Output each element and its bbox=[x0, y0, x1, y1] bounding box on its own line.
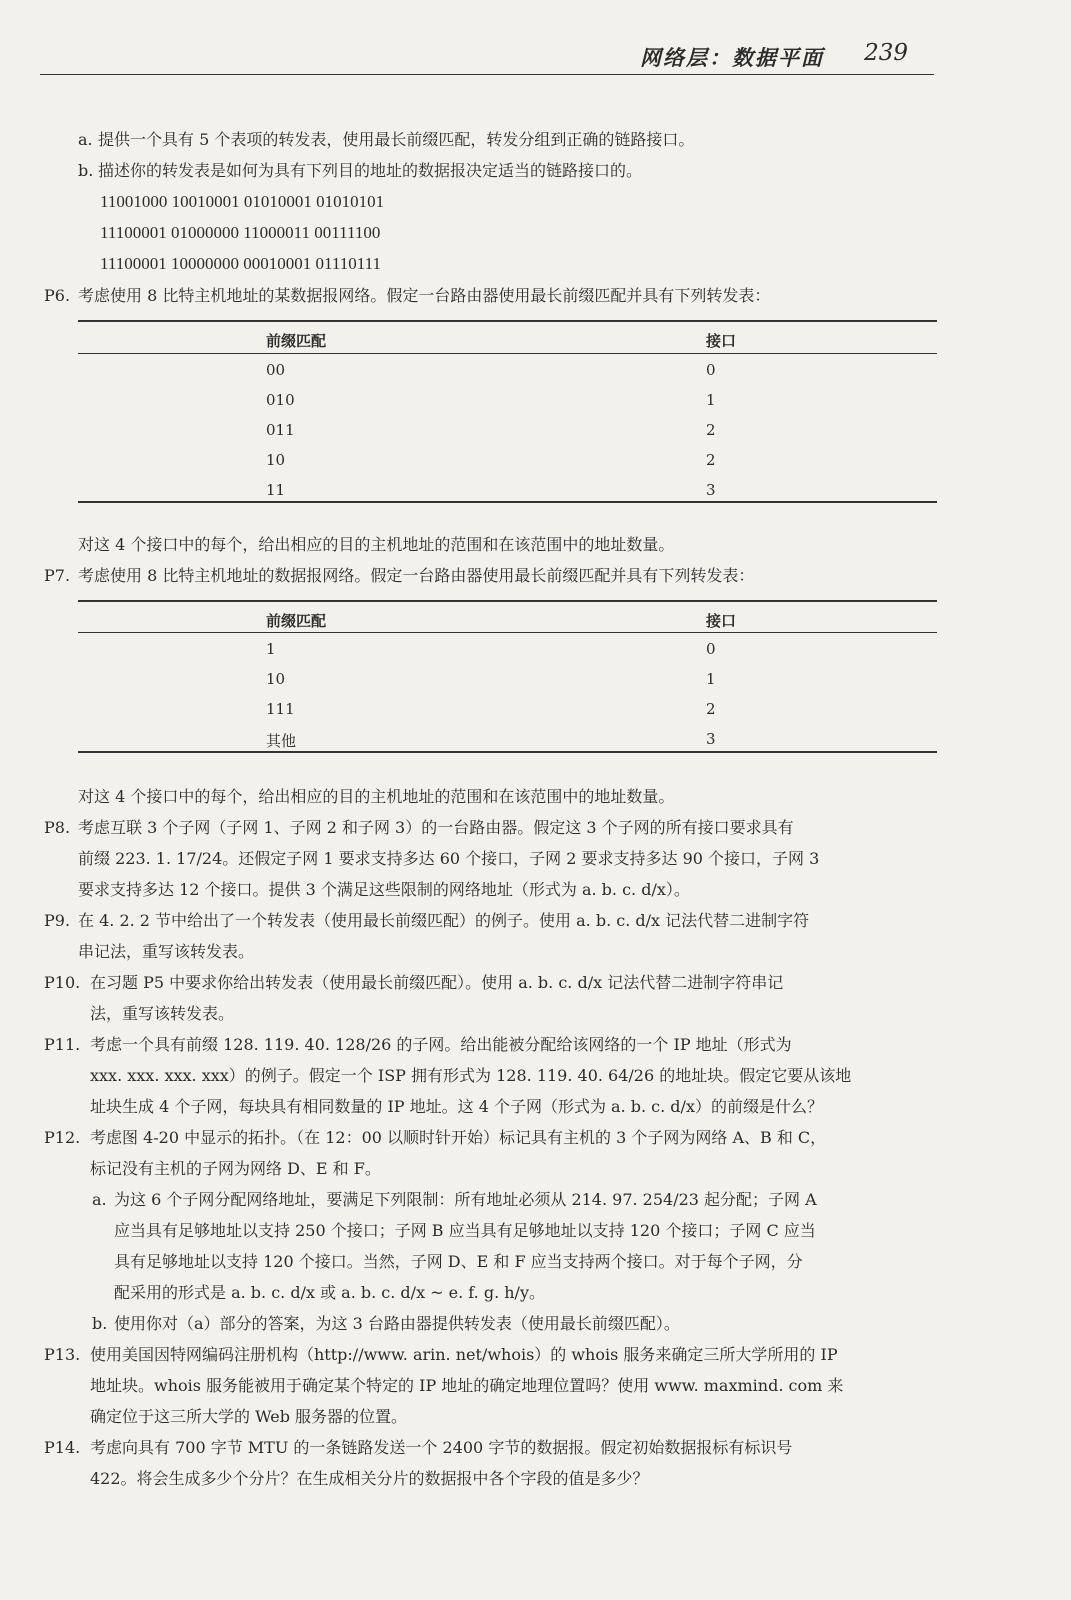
p12-label: P12. bbox=[44, 1128, 81, 1147]
table-cell-prefix: 011 bbox=[266, 421, 295, 439]
p7-label: P7. bbox=[44, 566, 71, 585]
table-cell-prefix: 10 bbox=[266, 670, 286, 688]
table-cell-prefix: 1 bbox=[266, 640, 276, 658]
p11-line: 址块生成 4 个子网，每块具有相同数量的 IP 地址。这 4 个子网（形式为 a. b. c. d/x）的前缀是什么？ bbox=[90, 1097, 823, 1116]
p9-line: 在 4. 2. 2 节中给出了一个转发表（使用最长前缀匹配）的例子。使用 a. b. c. d/x 记法代替二进制字符 bbox=[78, 911, 810, 930]
table-header-prefix: 前缀匹配 bbox=[266, 612, 327, 630]
p14-line: 422。将会生成多少个分片？在生成相关分片的数据报中各个字段的值是多少？ bbox=[90, 1469, 649, 1488]
table-cell-prefix: 010 bbox=[266, 391, 295, 409]
p9-line: 串记法，重写该转发表。 bbox=[78, 942, 255, 961]
p10-line: 法，重写该转发表。 bbox=[90, 1004, 235, 1023]
p5-a-text: 提供一个具有 5 个表项的转发表，使用最长前缀匹配，转发分组到正确的链路接口。 bbox=[98, 130, 695, 149]
p7-forwarding-table bbox=[78, 600, 937, 760]
p13-line: 使用美国因特网编码注册机构（http://www. arin. net/whois）的 whois 服务来确定三所大学所用的 IP bbox=[90, 1345, 838, 1364]
table-cell-interface: 0 bbox=[706, 361, 716, 379]
table-cell-prefix: 00 bbox=[266, 361, 286, 379]
p8-line: 要求支持多达 12 个接口。提供 3 个满足这些限制的网络地址（形式为 a. b. c. d/x）。 bbox=[78, 880, 690, 899]
table-cell-prefix: 其他 bbox=[266, 732, 297, 750]
p6-label: P6. bbox=[44, 286, 71, 305]
p14-line: 考虑向具有 700 字节 MTU 的一条链路发送一个 2400 字节的数据报。假定初始数据报标有标识号 bbox=[90, 1438, 793, 1457]
running-header bbox=[40, 38, 934, 75]
table-cell-prefix: 11 bbox=[266, 481, 286, 499]
page-number: 239 bbox=[864, 40, 908, 66]
p11-line: xxx. xxx. xxx. xxx）的例子。假定一个 ISP 拥有形式为 128. 119. 40. 64/26 的地址块。假定它要从该地 bbox=[90, 1066, 852, 1085]
table-cell-interface: 0 bbox=[706, 640, 716, 658]
p8-line: 考虑互联 3 个子网（子网 1、子网 2 和子网 3）的一台路由器。假定这 3 个子网的所有接口要求具有 bbox=[78, 818, 794, 837]
p7-text: 考虑使用 8 比特主机地址的数据报网络。假定一台路由器使用最长前缀匹配并具有下列转发表： bbox=[78, 566, 755, 585]
p12-a-line: 配采用的形式是 a. b. c. d/x 或 a. b. c. d/x ~ e. f. g. h/y。 bbox=[114, 1283, 545, 1302]
p12-a-label: a. bbox=[92, 1190, 107, 1209]
p8-line: 前缀 223. 1. 17/24。还假定子网 1 要求支持多达 60 个接口，子网 2 要求支持多达 90 个接口，子网 3 bbox=[78, 849, 820, 868]
table-header-prefix: 前缀匹配 bbox=[266, 332, 327, 350]
p13-line: 地址块。whois 服务能被用于确定某个特定的 IP 地址的确定地理位置吗？使用 www. maxmind. com 来 bbox=[90, 1376, 844, 1395]
table-cell-prefix: 10 bbox=[266, 451, 286, 469]
p9-label: P9. bbox=[44, 911, 71, 930]
p14-label: P14. bbox=[44, 1438, 81, 1457]
table-header-rule bbox=[78, 353, 937, 354]
p10-line: 在习题 P5 中要求你给出转发表（使用最长前缀匹配）。使用 a. b. c. d/x 记法代替二进制字符串记 bbox=[90, 973, 784, 992]
p6-forwarding-table bbox=[78, 320, 937, 510]
p8-label: P8. bbox=[44, 818, 71, 837]
binary-address: 11100001 10000000 00010001 01110111 bbox=[100, 254, 381, 273]
p11-line: 考虑一个具有前缀 128. 119. 40. 128/26 的子网。给出能被分配给该网络的一个 IP 地址（形式为 bbox=[90, 1035, 792, 1054]
table-header-rule bbox=[78, 632, 937, 633]
p12-a-line: 具有足够地址以支持 120 个接口。当然，子网 D、E 和 F 应当支持两个接口。对于每个子网，分 bbox=[114, 1252, 803, 1271]
table-header-interface: 接口 bbox=[706, 332, 737, 350]
p10-label: P10. bbox=[44, 973, 81, 992]
p5-b-text: 描述你的转发表是如何为具有下列目的地址的数据报决定适当的链路接口的。 bbox=[98, 161, 643, 180]
table-cell-interface: 3 bbox=[706, 481, 716, 499]
p7-followup: 对这 4 个接口中的每个，给出相应的目的主机地址的范围和在该范围中的地址数量。 bbox=[78, 787, 675, 806]
p11-label: P11. bbox=[44, 1035, 81, 1054]
table-cell-interface: 2 bbox=[706, 451, 716, 469]
p5-a-label: a. bbox=[78, 130, 93, 149]
p12-b-label: b. bbox=[92, 1314, 108, 1333]
table-bottom-rule bbox=[78, 501, 937, 503]
p13-line: 确定位于这三所大学的 Web 服务器的位置。 bbox=[90, 1407, 408, 1426]
table-cell-interface: 3 bbox=[706, 730, 716, 748]
table-cell-interface: 2 bbox=[706, 700, 716, 718]
table-header-interface: 接口 bbox=[706, 612, 737, 630]
p13-label: P13. bbox=[44, 1345, 81, 1364]
table-cell-interface: 1 bbox=[706, 670, 716, 688]
section-title: 网络层：数据平面 bbox=[640, 45, 824, 70]
p12-a-line: 应当具有足够地址以支持 250 个接口；子网 B 应当具有足够地址以支持 120 个接口；子网 C 应当 bbox=[114, 1221, 816, 1240]
table-bottom-rule bbox=[78, 751, 937, 753]
p12-line: 标记没有主机的子网为网络 D、E 和 F。 bbox=[90, 1159, 381, 1178]
table-cell-interface: 2 bbox=[706, 421, 716, 439]
p5-b-label: b. bbox=[78, 161, 94, 180]
binary-address: 11100001 01000000 11000011 00111100 bbox=[100, 223, 381, 242]
table-top-rule bbox=[78, 600, 937, 602]
p12-a-line: 为这 6 个子网分配网络地址，要满足下列限制：所有地址必须从 214. 97. 254/23 起分配；子网 A bbox=[114, 1190, 817, 1209]
table-top-rule bbox=[78, 320, 937, 322]
table-cell-prefix: 111 bbox=[266, 700, 295, 718]
p6-followup: 对这 4 个接口中的每个，给出相应的目的主机地址的范围和在该范围中的地址数量。 bbox=[78, 535, 675, 554]
p12-b-text: 使用你对（a）部分的答案，为这 3 台路由器提供转发表（使用最长前缀匹配）。 bbox=[114, 1314, 680, 1333]
p6-text: 考虑使用 8 比特主机地址的某数据报网络。假定一台路由器使用最长前缀匹配并具有下列转发表： bbox=[78, 286, 771, 305]
table-cell-interface: 1 bbox=[706, 391, 716, 409]
p12-line: 考虑图 4-20 中显示的拓扑。（在 12：00 以顺时针开始）标记具有主机的 3 个子网为网络 A、B 和 C， bbox=[90, 1128, 827, 1147]
binary-address: 11001000 10010001 01010001 01010101 bbox=[100, 192, 385, 211]
